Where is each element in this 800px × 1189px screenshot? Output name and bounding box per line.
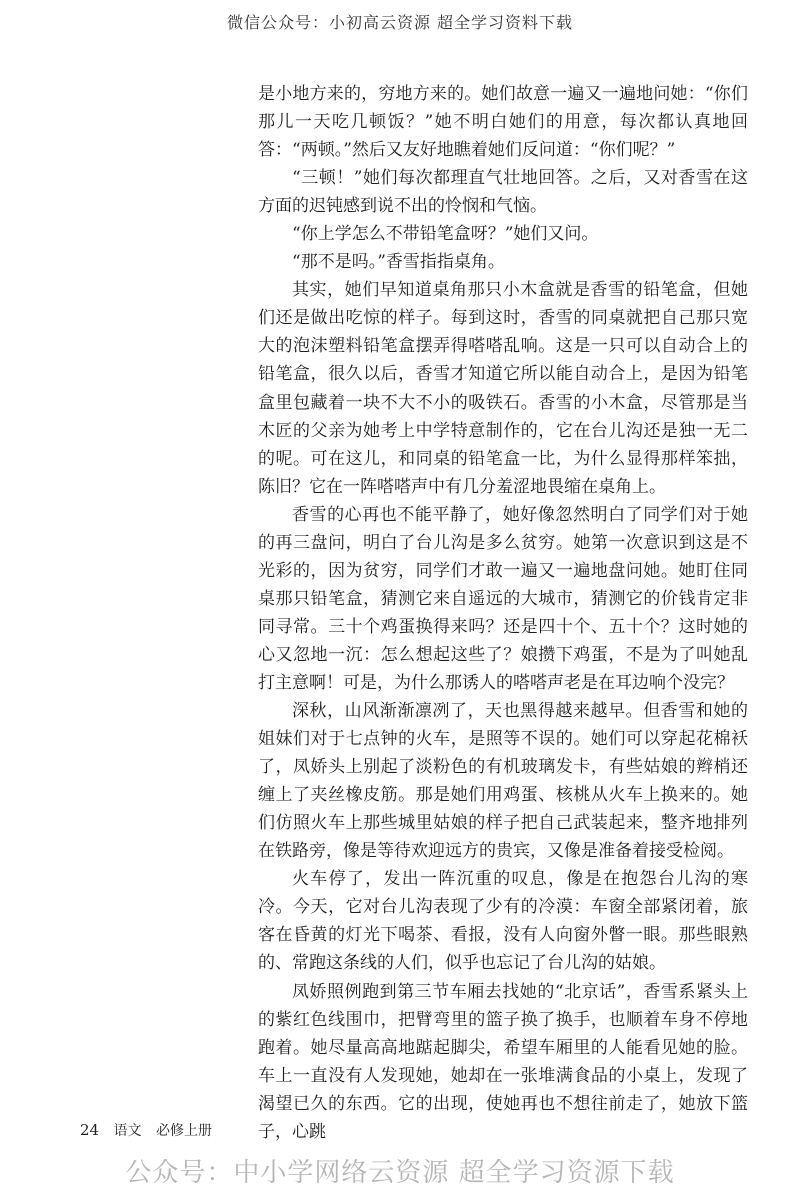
- paragraph: 香雪的心再也不能平静了，她好像忽然明白了同学们对于她的再三盘问，明白了台儿沟是多么贫穷。她第一次意识到这是不光彩的，因为贫穷，同学们才敢一遍又一遍地盘问她。她盯住同桌那只铅笔盒，猜测它来自遥远的大城市，猜测它的价钱肯定非同寻常。三十个鸡蛋换得来吗？还是四十个、五十个？这时她的心又忽地一沉：怎么想起这些了？娘攒下鸡蛋，不是为了叫她乱打主意啊！可是，为什么那诱人的嗒嗒声老是在耳边响个没完？: [258, 504, 748, 693]
- paragraph: “那不是吗。”香雪指指桌角。: [292, 252, 505, 273]
- paragraph: 是小地方来的，穷地方来的。她们故意一遍又一遍地问她：“你们那儿一天吃几顿饭？”她不明白她们的用意，每次都认真地回答：“两顿。”然后又友好地瞧着她们反问道：“你们呢？”: [258, 84, 748, 161]
- body-text: [258, 80, 748, 1146]
- paragraph: “三顿！”她们每次都理直气壮地回答。之后，又对香雪在这方面的迟钝感到说不出的怜悯和气恼。: [258, 168, 748, 217]
- paragraph: 深秋，山风渐渐凛冽了，天也黑得越来越早。但香雪和她的姐妹们对于七点钟的火车，是照等不误的。她们可以穿起花棉袄了，凤娇头上别起了淡粉色的有机玻璃发卡，有些姑娘的辫梢还缠上了夹丝橡皮筋。那是她们用鸡蛋、核桃从火车上换来的。她们仿照火车上那些城里姑娘的样子把自己武装起来，整齐地排列在铁路旁，像是等待欢迎远方的贵宾，又像是准备着接受检阅。: [258, 701, 748, 862]
- paragraph: 其实，她们早知道桌角那只小木盒就是香雪的铅笔盒，但她们还是做出吃惊的样子。每到这时，香雪的同桌就把自己那只宽大的泡沫塑料铅笔盒摆弄得嗒嗒乱响。这是一只可以自动合上的铅笔盒，很久以后，香雪才知道它所以能自动合上，是因为铅笔盒里包藏着一块不大不小的吸铁石。香雪的小木盒，尽管那是当木匠的父亲为她考上中学特意制作的，它在台儿沟还是独一无二的呢。可在这儿，和同桌的铅笔盒一比，为什么显得那样笨拙，陈旧？它在一阵嗒嗒声中有几分羞涩地畏缩在桌角上。: [258, 280, 748, 497]
- book-subject: 语文: [113, 1123, 142, 1139]
- page-footer: [80, 1120, 212, 1140]
- watermark-text: 公众号：中小学网络云资源 超全学习资源下载: [125, 1158, 675, 1188]
- paragraph: 凤娇照例跑到第三节车厢去找她的“北京话”，香雪系紧头上的紫红色线围巾，把臂弯里的篮子换了换手，也顺着车身不停地跑着。她尽量高高地踮起脚尖，希望车厢里的人能看见她的脸。车上一直没有人发现她，她却在一张堆满食品的小桌上，发现了渴望已久的东西。它的出现，使她再也不想往前走了，她放下篮子，心跳: [258, 981, 748, 1142]
- page-number: 24: [80, 1121, 100, 1139]
- paragraph: “你上学怎么不带铅笔盒呀？”她们又问。: [292, 224, 599, 245]
- paragraph: 火车停了，发出一阵沉重的叹息，像是在抱怨台儿沟的寒冷。今天，它对台儿沟表现了少有的冷漠：车窗全部紧闭着，旅客在昏黄的灯光下喝茶、看报，没有人向窗外瞥一眼。那些眼熟的、常跑这条线的人们，似乎也忘记了台儿沟的姑娘。: [258, 869, 748, 974]
- book-volume: 必修上册: [156, 1123, 212, 1139]
- header-banner: 微信公众号：小初高云资源 超全学习资料下载: [226, 13, 574, 32]
